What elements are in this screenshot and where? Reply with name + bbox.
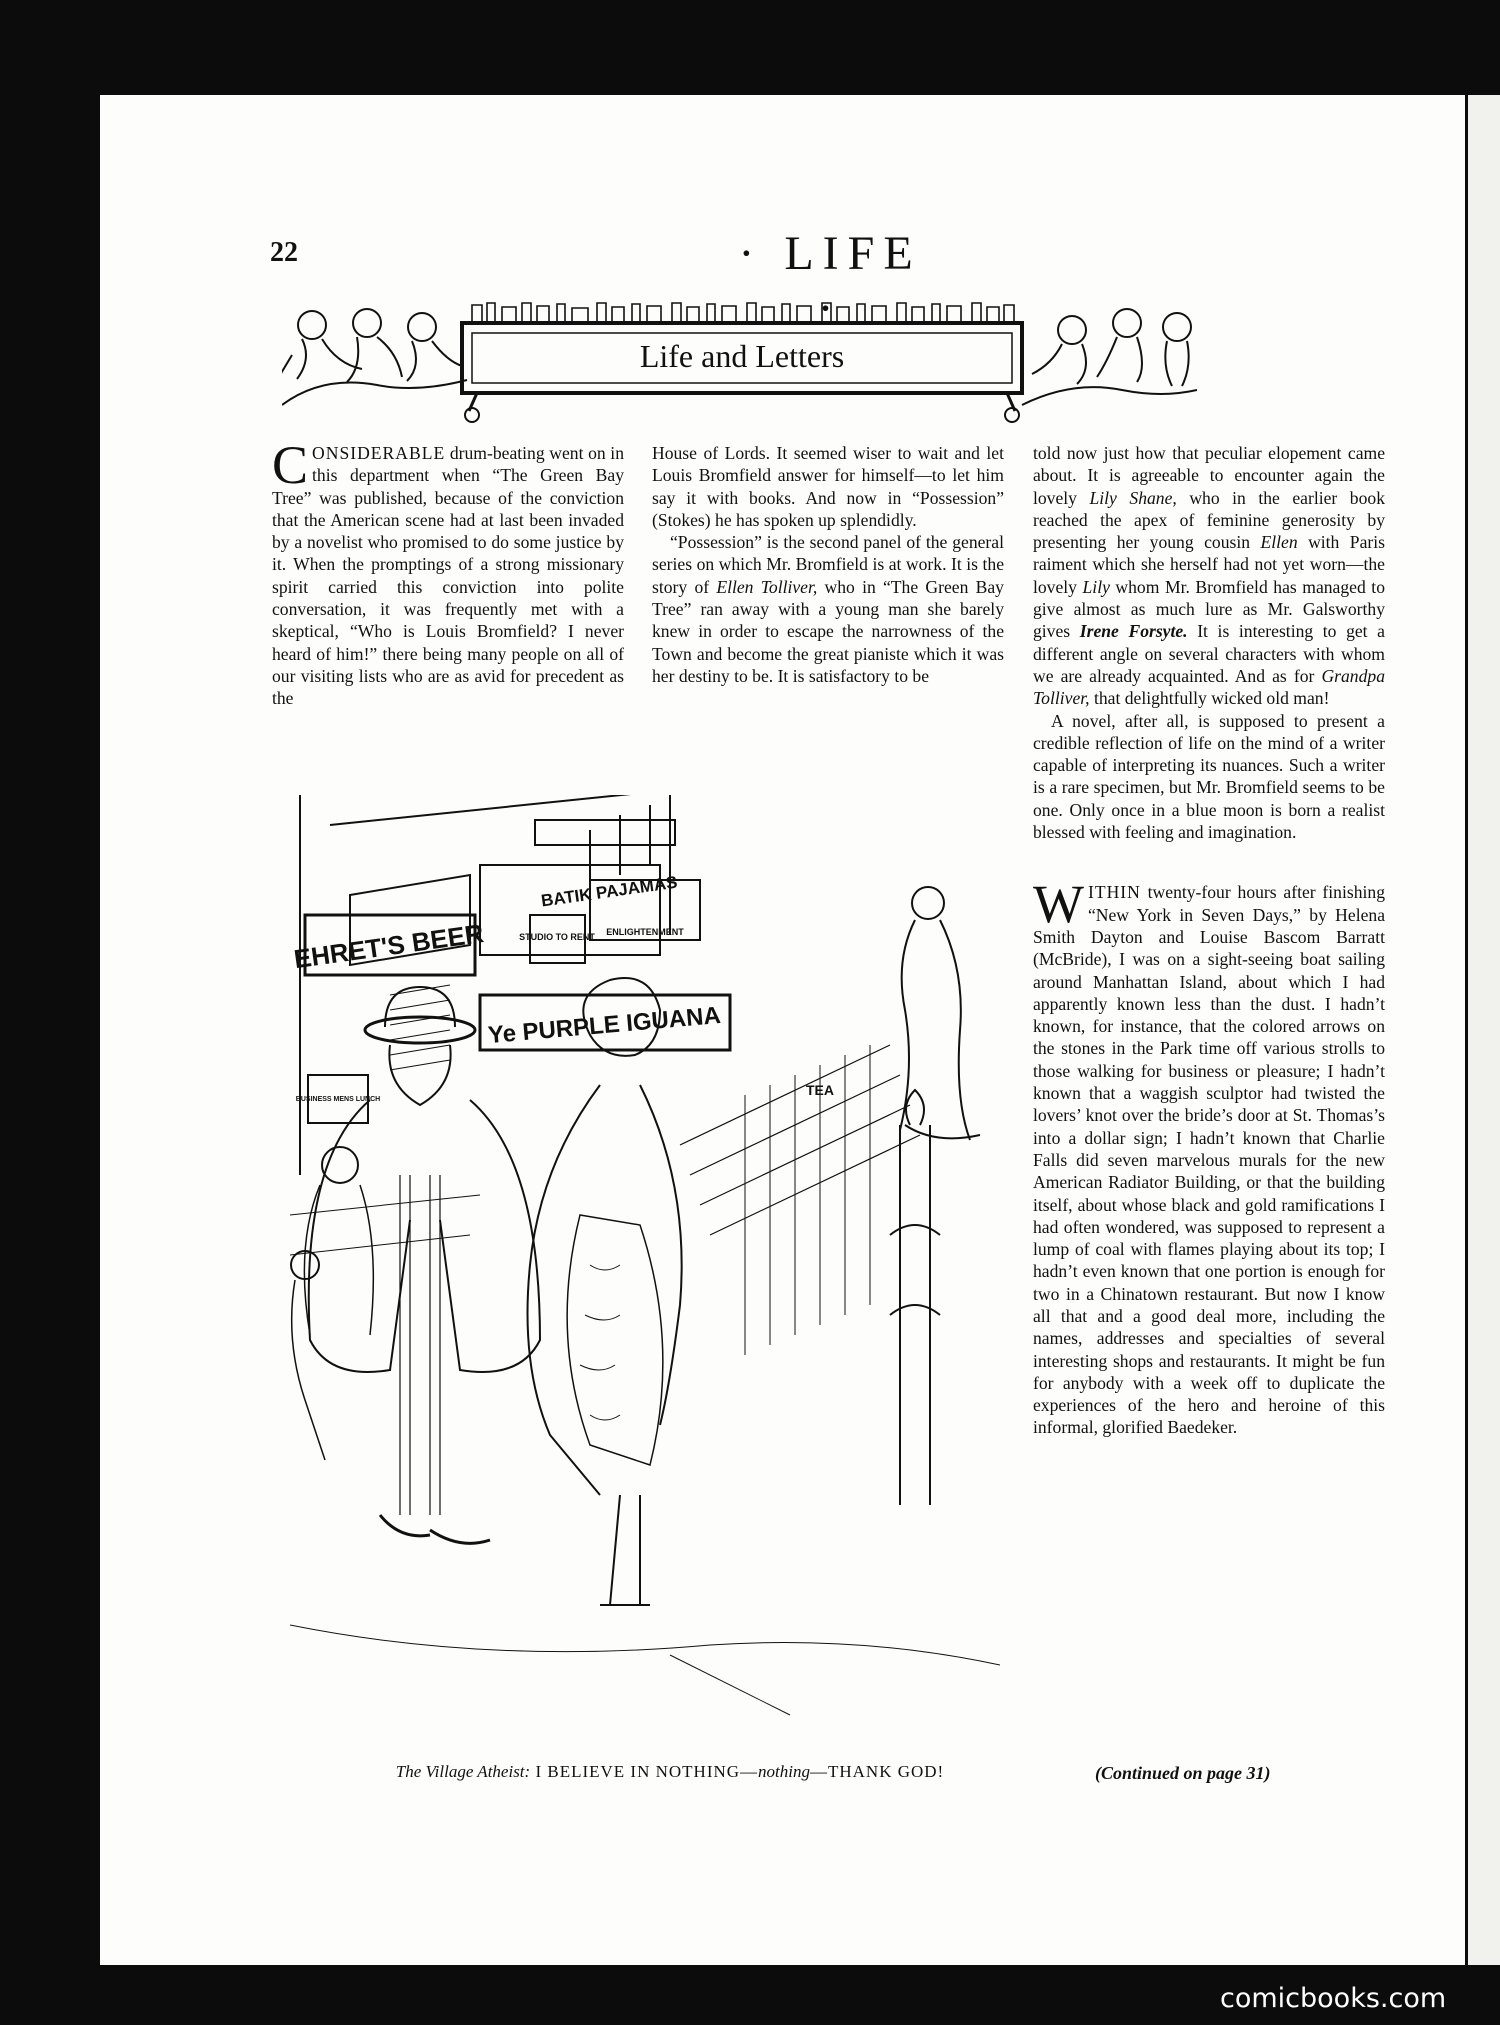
sign-enlightenment: ENLIGHTENMENT — [606, 927, 684, 937]
section-banner — [282, 295, 1197, 425]
sign-lunch: BUSINESS MENS LUNCH — [295, 1096, 381, 1103]
paragraph: A novel, after all, is supposed to present a credible reflection of life on the mind of a writer capable of interpreting its nuances. Such a writer is a rare specimen, but Mr. Bromfield seems to be one. Only once in a blue moon is born a realist blessed with feeling and imagination. — [1033, 710, 1385, 843]
cherub-left-group — [282, 309, 467, 405]
paragraph: CONSIDERABLE drum-beating went on in this department when “The Green Bay Tree” was published, because of the conviction that the American scene had at last been invaded by a novelist who promised to do some justice by it. When the promptings of a strong missionary spirit carried this conviction into polite conversation, it was frequently met with a skeptical, “Who is Louis Bromfield? I never heard of him!” there being many people on all of our visiting lists who are as avid for precedent as the — [272, 435, 624, 709]
sign-pajamas: BATIK PAJAMAS — [539, 872, 679, 911]
continued-note: (Continued on page 31) — [1095, 1763, 1271, 1783]
drop-cap: W — [1033, 874, 1084, 935]
paragraph: “Possession” is the second panel of the general series on which Mr. Bromfield is at work. It is the story of Ellen Tolliver, who in “The Green Bay Tree” ran away with a young man she barely knew in order to escape the narrowness of the Town and become the great pianiste which it was her destiny to be. It is satisfactory to be — [652, 532, 1004, 686]
paragraph: told now just how that peculiar elopement came about. It is agreeable to encounter again the lovely Lily Shane, who in the earlier book reached the apex of feminine generosity by presenting her young cousin Ellen with Paris raiment which she herself had not yet worn—the lovely Lily whom Mr. Bromfield has managed to give almost as much lure as Mr. Galsworthy gives Irene Forsyte. It is interesting to get a different angle on several characters with whom we are already acquainted. And as for Grandpa Tolliver, that delightfully wicked old man! — [1033, 443, 1385, 709]
sign-tea: TEA — [806, 1082, 834, 1098]
paragraph: WITHIN twenty-four hours after finishing “New York in Seven Days,” by Helena Smith Dayton and Louise Bascom Barratt (McBride), I was on a sight-seeing boat sailing around Manhattan Island, about which I had apparently known less than the dust. I hadn’t known, for instance, that the colored arrows on the stones in the Park time off various strolls to those walking for business or pleasure; I hadn’t known that a waggish sculptor had twisted the lovers’ knot over the bride’s door at St. Thomas’s into a dollar sign; I hadn’t known that Charlie Falls did seven marvelous murals for the new American Radiator Building, or that the building itself, about whose black and gold ramifications I had often wondered, was supposed to represent a lump of coal with flames playing about its top; I hadn’t even known that one portion is enough for two in a Chinatown restaurant. But now I know all that and a good deal more, including the names, addresses and specialties of several interesting shops and restaurants. It might be fun for anybody with a week off to duplicate the experiences of the hero and heroine of this informal, glorified Baedeker. — [1033, 874, 1385, 1438]
masthead: · LIFE · — [738, 227, 922, 335]
atheist-figure — [309, 987, 540, 1543]
woman-figure — [900, 887, 980, 1140]
next-page-edge — [1468, 95, 1500, 1965]
sign-studio: STUDIO TO RENT — [519, 932, 595, 942]
cherub-right-group — [1022, 309, 1197, 405]
column-3 — [1033, 442, 1385, 1439]
illustration-drawing — [290, 795, 1000, 1760]
sign-beer: EHRET'S BEER — [292, 917, 486, 975]
banner-art — [282, 295, 1197, 425]
column-2 — [652, 442, 1004, 687]
banner-title: Life and Letters — [639, 338, 845, 374]
column-1 — [272, 435, 624, 710]
sign-iguana: Ye PURPLE IGUANA — [486, 1001, 722, 1050]
woman-smoking-figure — [528, 978, 682, 1605]
illustration-village-atheist — [290, 795, 1000, 1760]
paragraph: House of Lords. It seemed wiser to wait and let Louis Bromfield answer for himself—to let him say it with books. And now in “Possession” (Stokes) he has spoken up splendidly. — [652, 443, 1004, 530]
drop-cap: C — [272, 435, 309, 495]
page-number: 22 — [270, 237, 298, 268]
illustration-caption: The Village Atheist: I BELIEVE IN NOTHING—nothing—THANK GOD! — [395, 1762, 945, 1781]
watermark: comicbooks.com — [1220, 1983, 1447, 2014]
